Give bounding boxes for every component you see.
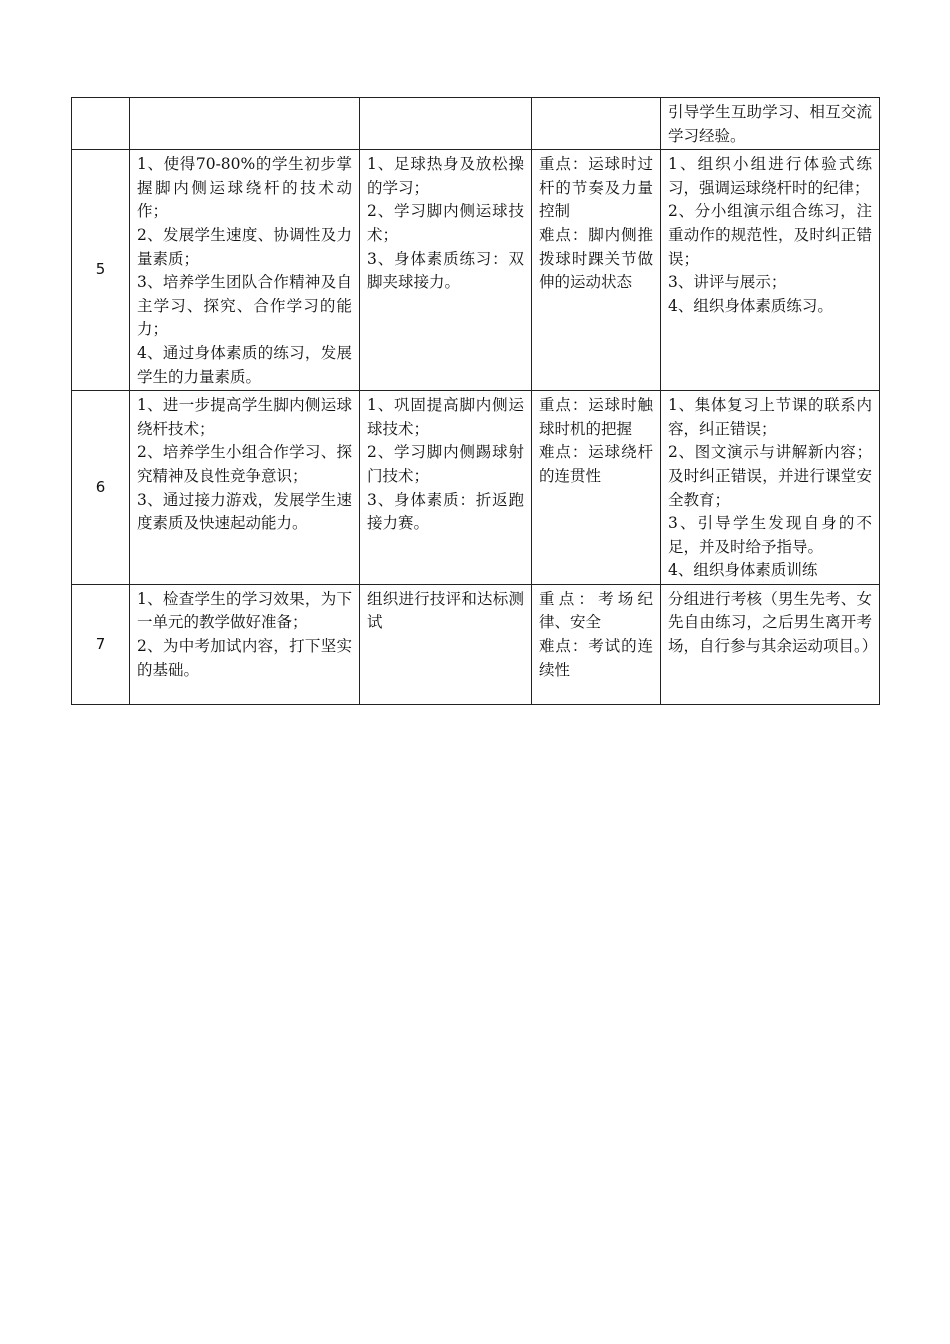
key-points-cell: [532, 98, 661, 150]
cell-line: 难点：考试的连续性: [539, 637, 653, 679]
teaching-content-cell: [360, 391, 532, 585]
table-row: [72, 584, 880, 704]
cell-line: 2、学习脚内侧踢球射门技术；: [367, 443, 524, 485]
cell-line: 难点：运球绕杆的连贯性: [539, 443, 653, 485]
cell-line: 1、使得70-80%的学生初步掌握脚内侧运球绕杆的技术动作；: [137, 155, 352, 221]
cell-line: 3、培养学生团队合作精神及自主学习、探究、合作学习的能力；: [137, 273, 352, 339]
cell-line: 1、检查学生的学习效果，为下一单元的教学做好准备；: [137, 589, 352, 632]
cell-line: 2、培养学生小组合作学习、探究精神及良性竞争意识；: [137, 443, 352, 485]
teaching-goals-cell: [130, 98, 360, 150]
cell-line: 难点：脚内侧推拨球时踝关节做伸的运动状态: [539, 225, 653, 292]
teaching-goals-cell: [130, 584, 360, 704]
lesson-number: [72, 98, 130, 150]
teaching-methods-cell: [661, 150, 880, 391]
teaching-methods-cell: [661, 584, 880, 704]
cell-line: 3、引导学生发现自身的不足，并及时给予指导。: [668, 514, 872, 556]
cell-line: 3、身体素质：折返跑接力赛。: [367, 490, 524, 533]
key-points-cell: [532, 584, 661, 704]
cell-line: 4、通过身体素质的练习，发展学生的力量素质。: [137, 343, 352, 386]
teaching-goals-cell: [130, 391, 360, 585]
cell-line: 2、学习脚内侧运球技术；: [367, 202, 524, 244]
teaching-content-cell: [360, 150, 532, 391]
cell-line: 2、发展学生速度、协调性及力量素质；: [137, 225, 352, 268]
table-row: [72, 150, 880, 391]
cell-line: 组织进行技评和达标测试: [367, 589, 524, 632]
cell-line: 重点：运球时触球时机的把握: [539, 396, 653, 438]
lesson-number: 7: [72, 584, 130, 704]
teaching-methods-cell: [661, 98, 880, 150]
cell-line: 1、组织小组进行体验式练习，强调运球绕杆时的纪律；: [668, 155, 872, 197]
cell-line: 分组进行考核（男生先考、女先自由练习，之后男生离开考场，自行参与其余运动项目。）: [668, 589, 878, 656]
cell-line: 3、身体素质练习：双脚夹球接力。: [367, 249, 524, 292]
cell-line: 重点：运球时过杆的节奏及力量控制: [539, 155, 653, 221]
lesson-number: 5: [72, 150, 130, 391]
cell-line: 3、通过接力游戏，发展学生速度素质及快速起动能力。: [137, 490, 352, 533]
cell-line: 4、组织身体素质练习。: [668, 296, 833, 315]
table-row: [72, 391, 880, 585]
table-row: [72, 98, 880, 150]
cell-line: 1、集体复习上节课的联系内容，纠正错误；: [668, 396, 872, 438]
lesson-number: 6: [72, 391, 130, 585]
cell-line: 4、组织身体素质训练: [668, 561, 818, 580]
cell-line: 2、为中考加试内容，打下坚实的基础。: [137, 637, 352, 679]
teaching-content-cell: [360, 584, 532, 704]
teaching-goals-cell: [130, 150, 360, 391]
teaching-content-cell: [360, 98, 532, 150]
cell-line: 重点：考场纪律、安全: [539, 589, 653, 632]
key-points-cell: [532, 150, 661, 391]
lesson-plan-table: [71, 97, 880, 705]
cell-line: 1、巩固提高脚内侧运球技术；: [367, 396, 524, 438]
cell-line: 1、进一步提高学生脚内侧运球绕杆技术；: [137, 396, 352, 438]
cell-line: 2、图文演示与讲解新内容；及时纠正错误，并进行课堂安全教育；: [668, 443, 872, 509]
cell-line: 2、分小组演示组合练习，注重动作的规范性，及时纠正错误；: [668, 202, 872, 268]
lesson-plan-body: [72, 98, 880, 705]
cell-line: 引导学生互助学习、相互交流学习经验。: [668, 103, 872, 145]
key-points-cell: [532, 391, 661, 585]
cell-line: 3、讲评与展示；: [668, 273, 787, 292]
cell-line: 1、足球热身及放松操的学习；: [367, 155, 524, 197]
teaching-methods-cell: [661, 391, 880, 585]
